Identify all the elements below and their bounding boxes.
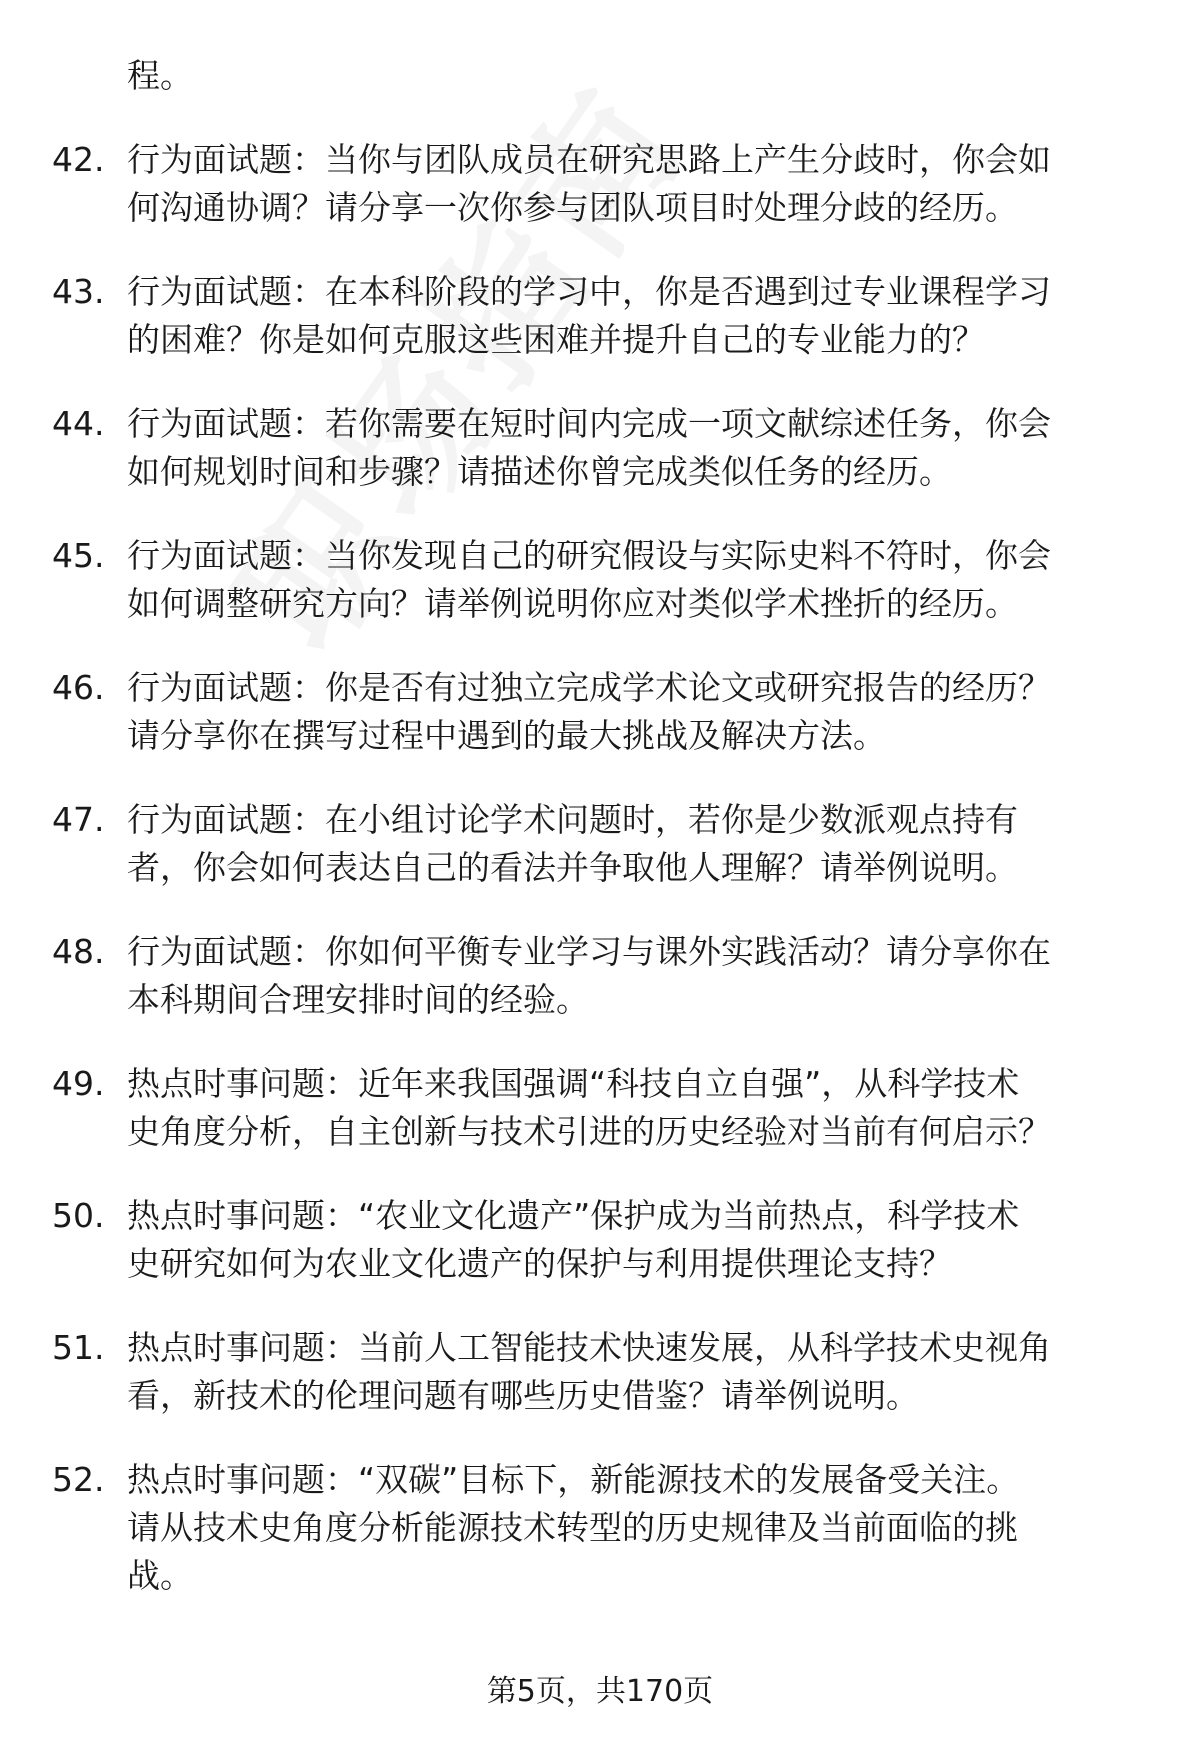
question-line: 热点时事问题：近年来我国强调“科技自立自强”，从科学技术 <box>127 1064 1020 1103</box>
question-number: 46. <box>52 668 105 707</box>
question-line: 如何规划时间和步骤？请描述你曾完成类似任务的经历。 <box>127 452 952 491</box>
question-line: 热点时事问题：“农业文化遗产”保护成为当前热点，科学技术 <box>127 1196 1020 1235</box>
question-number: 45. <box>52 536 105 575</box>
question-number: 52. <box>52 1460 105 1499</box>
question-item <box>0 1060 1200 1156</box>
question-text <box>127 664 1137 760</box>
question-text <box>127 532 1137 628</box>
question-item <box>0 928 1200 1024</box>
question-line: 何沟通协调？请分享一次你参与团队项目时处理分歧的经历。 <box>127 188 1018 227</box>
question-line: 行为面试题：当你发现自己的研究假设与实际史料不符时，你会 <box>127 536 1051 575</box>
question-number: 47. <box>52 800 105 839</box>
question-line: 看，新技术的伦理问题有哪些历史借鉴？请举例说明。 <box>127 1376 919 1415</box>
question-line: 请从技术史角度分析能源技术转型的历史规律及当前面临的挑 <box>127 1508 1018 1547</box>
question-item <box>0 1324 1200 1420</box>
question-number: 50. <box>52 1196 105 1235</box>
question-line: 行为面试题：当你与团队成员在研究思路上产生分歧时，你会如 <box>127 140 1051 179</box>
question-line: 行为面试题：在本科阶段的学习中，你是否遇到过专业课程学习 <box>127 272 1051 311</box>
question-line: 史角度分析，自主创新与技术引进的历史经验对当前有何启示？ <box>127 1112 1051 1151</box>
question-text <box>127 928 1137 1024</box>
question-text <box>127 268 1137 364</box>
question-text <box>127 1192 1137 1288</box>
question-line: 热点时事问题：当前人工智能技术快速发展，从科学技术史视角 <box>127 1328 1051 1367</box>
question-number: 51. <box>52 1328 105 1367</box>
question-line: 战。 <box>127 1556 193 1595</box>
question-line: 本科期间合理安排时间的经验。 <box>127 980 589 1019</box>
question-number: 48. <box>52 932 105 971</box>
question-line: 行为面试题：在小组讨论学术问题时，若你是少数派观点持有 <box>127 800 1018 839</box>
question-item <box>0 136 1200 232</box>
question-item <box>0 1456 1200 1600</box>
question-item <box>0 400 1200 496</box>
question-text <box>127 400 1137 496</box>
question-line: 者，你会如何表达自己的看法并争取他人理解？请举例说明。 <box>127 848 1018 887</box>
question-text <box>127 1456 1137 1600</box>
question-number: 49. <box>52 1064 105 1103</box>
question-list <box>0 136 1200 1600</box>
question-line: 行为面试题：你是否有过独立完成学术论文或研究报告的经历？ <box>127 668 1051 707</box>
question-line: 的困难？你是如何克服这些困难并提升自己的专业能力的？ <box>127 320 985 359</box>
question-line: 请分享你在撰写过程中遇到的最大挑战及解决方法。 <box>127 716 886 755</box>
question-item <box>0 268 1200 364</box>
question-line: 热点时事问题：“双碳”目标下，新能源技术的发展备受关注。 <box>127 1460 1020 1499</box>
question-line: 行为面试题：若你需要在短时间内完成一项文献综述任务，你会 <box>127 404 1051 443</box>
question-text <box>127 1060 1137 1156</box>
document-body <box>0 52 1200 1636</box>
question-item <box>0 532 1200 628</box>
question-text <box>127 1324 1137 1420</box>
question-number: 44. <box>52 404 105 443</box>
question-number: 42. <box>52 140 105 179</box>
continuation-text: 程。 <box>127 56 193 95</box>
question-line: 如何调整研究方向？请举例说明你应对类似学术挫折的经历。 <box>127 584 1018 623</box>
question-item <box>0 796 1200 892</box>
question-text <box>127 136 1137 232</box>
question-item <box>0 1192 1200 1288</box>
question-text <box>127 796 1137 892</box>
question-number: 43. <box>52 272 105 311</box>
question-line: 行为面试题：你如何平衡专业学习与课外实践活动？请分享你在 <box>127 932 1051 971</box>
question-item <box>0 664 1200 760</box>
page-footer: 第5页，共170页 <box>486 1674 714 1709</box>
question-line: 史研究如何为农业文化遗产的保护与利用提供理论支持？ <box>127 1244 952 1283</box>
